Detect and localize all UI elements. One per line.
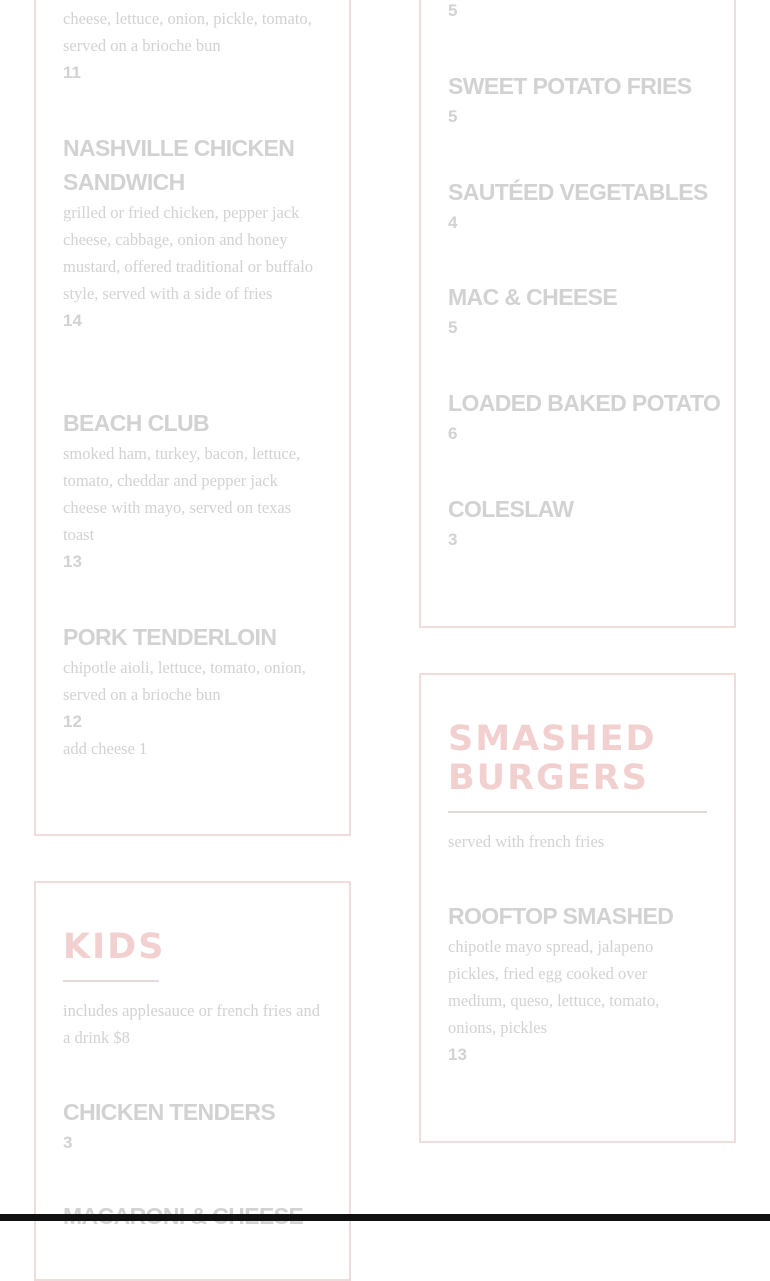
item-price: 5 xyxy=(448,1,458,20)
bottom-bar xyxy=(0,1214,770,1221)
item-price: 14 xyxy=(63,311,82,330)
menu-item xyxy=(63,1095,333,1156)
item-name: NASHVILLE CHICKEN SANDWICH xyxy=(63,135,295,195)
item-price: 5 xyxy=(448,107,458,126)
item-description: cheese, lettuce, onion, pickle, tomato, served on a brioche bun xyxy=(63,9,312,55)
menu-item xyxy=(448,175,718,236)
item-name: CHICKEN TENDERS xyxy=(63,1099,276,1125)
item-name: SAUTÉED VEGETABLES xyxy=(448,179,708,205)
menu-item xyxy=(63,406,325,575)
item-price: 13 xyxy=(63,552,82,571)
menu-item xyxy=(448,492,718,553)
item-description: grilled or fried chicken, pepper jack cheese, cabbage, onion and honey mustard, offered traditional or buffalo style, served with a side of fries xyxy=(63,203,314,303)
menu-item xyxy=(63,5,325,86)
item-name: LOADED BAKED POTATO xyxy=(448,390,721,416)
section-title: KIDS xyxy=(63,927,166,967)
item-name: SWEET POTATO FRIES xyxy=(448,73,692,99)
section-subtitle: served with french fries xyxy=(448,832,605,851)
item-description: smoked ham, turkey, bacon, lettuce, tomato, cheddar and pepper jack cheese with mayo, served on texas toast xyxy=(63,444,301,544)
menu-item xyxy=(448,0,718,24)
item-price: 12 xyxy=(63,712,82,731)
menu-item xyxy=(63,620,328,762)
item-price: 3 xyxy=(448,530,458,549)
item-name: MAC & CHEESE xyxy=(448,284,618,310)
menu-item xyxy=(448,280,718,341)
item-description: chipotle aioli, lettuce, tomato, onion, served on a brioche bun xyxy=(63,658,306,704)
item-price: 5 xyxy=(448,318,458,337)
item-price: 13 xyxy=(448,1045,467,1064)
menu-item xyxy=(448,69,718,130)
item-price: 11 xyxy=(63,63,81,82)
item-note: add cheese 1 xyxy=(63,739,148,758)
menu-item xyxy=(448,386,728,447)
item-price: 3 xyxy=(63,1133,73,1152)
menu-item xyxy=(63,131,325,334)
menu-item xyxy=(448,899,698,1068)
item-name: PORK TENDERLOIN xyxy=(63,624,277,650)
item-name: BEACH CLUB xyxy=(63,410,210,436)
item-price: 4 xyxy=(448,213,458,232)
section-title: SMASHED BURGERS xyxy=(448,719,657,798)
section-subtitle: includes applesauce or french fries and a drink $8 xyxy=(63,1001,321,1047)
section-divider xyxy=(448,811,707,813)
item-price: 6 xyxy=(448,424,458,443)
item-name: COLESLAW xyxy=(448,496,574,522)
section-divider xyxy=(63,980,159,982)
item-description: chipotle mayo spread, jalapeno pickles, fried egg cooked over medium, queso, lettuce, tomato, onions, pickles xyxy=(448,937,660,1037)
item-name: ROOFTOP SMASHED xyxy=(448,903,674,929)
